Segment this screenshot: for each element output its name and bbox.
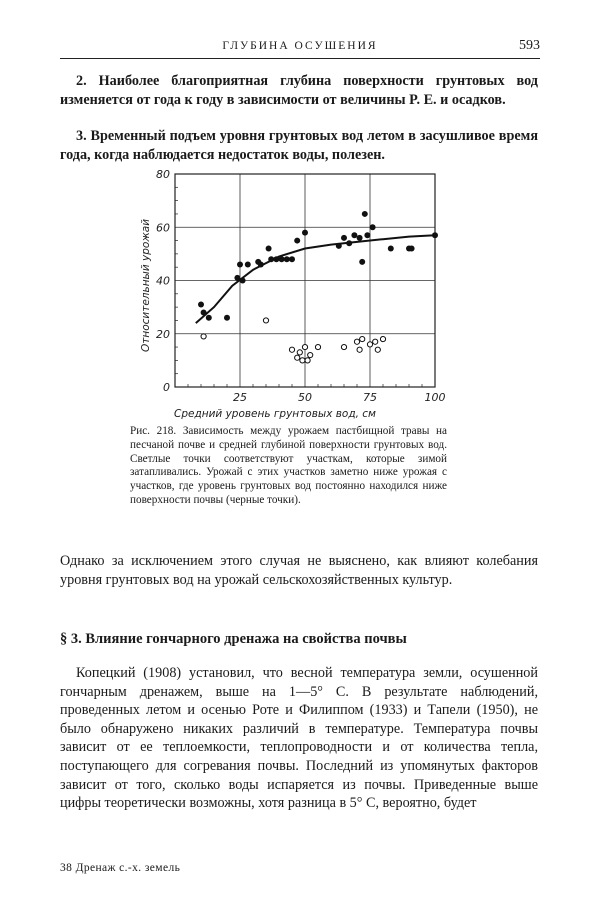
x-tick-label: 100 [424,391,446,404]
data-point-filled [432,232,438,238]
data-point-open [367,342,372,347]
data-point-filled [206,315,212,321]
data-point-open [302,344,307,349]
data-point-open [315,344,320,349]
data-point-open [295,355,300,360]
data-point-filled [351,232,357,238]
y-tick-label: 40 [156,274,170,288]
y-tick-label: 0 [163,381,170,394]
data-point-open [305,358,310,363]
figure-218-chart [120,160,450,425]
footer-signature: 38 Дренаж с.-х. земель [60,862,181,874]
data-point-filled [240,278,246,284]
data-point-open [373,339,378,344]
running-header [60,38,540,59]
data-point-filled [268,256,274,262]
data-point-open [300,358,305,363]
running-title: ГЛУБИНА ОСУШЕНИЯ [222,40,378,52]
page-number: 593 [519,38,540,53]
data-point-open [357,347,362,352]
data-point-open [375,347,380,352]
data-point-open [263,318,268,323]
data-point-open [308,352,313,357]
data-point-filled [357,235,363,241]
data-point-open [341,344,346,349]
data-point-filled [289,256,295,262]
data-point-open [354,339,359,344]
trend-curve [196,235,435,323]
data-point-filled [279,256,285,262]
data-point-filled [362,211,368,217]
x-tick-label: 25 [233,391,247,404]
data-point-open [201,334,206,339]
data-point-filled [273,256,279,262]
y-tick-label: 60 [156,221,170,235]
data-point-filled [409,246,415,252]
data-point-open [297,350,302,355]
data-point-filled [359,259,365,265]
data-point-filled [388,246,394,252]
paragraph-item-2: 2. Наиболее благоприятная глубина поверхности грунтовых вод изменяется от года к году в зависимости от величины P. E. и осадков. [60,73,538,108]
data-point-filled [237,262,243,268]
section-paragraph: Копецкий (1908) установил, что весной температура земли, осушенной гончарным дренажем, выше на 1—5° С. В результате наблюдений, проведенных летом и осенью Роте и Филиппом (1933) и Тапели (1950), не было обнаружено никаких различий в температуре. Температура почвы зависит от ее теплоемкости, теплопроводности и от количества тепла, поступающего для согревания почвы. Последний из упомянутых факторов зависит от того, сколько воды испаряется из почвы. Приведенные выше цифры теоретически возможны, хотя разница в 5° С, вероятно, будет [60,665,538,812]
paragraph-after-figure: Однако за исключением этого случая не выяснено, как влияют колебания уровня грунтовых вод на урожай сельскохозяйственных культур. [60,553,538,588]
figure-caption: Рис. 218. Зависимость между урожаем пастбищной травы на песчаной почве и средней глубиной поверхности грунтовых вод. Светлые точки соответствуют участкам, которые зимой затапливались. Урожай с этих участков заметно ниже урожая с участков, где уровень грунтовых вод постоянно находился ниже поверхности почвы (черные точки). [130,425,447,506]
data-point-open [380,336,385,341]
y-tick-label: 20 [156,327,170,341]
scatter-plot [120,160,450,425]
x-axis-label: Средний уровень грунтовых вод, см [174,408,376,420]
data-point-filled [258,262,264,268]
data-point-filled [245,262,251,268]
x-tick-label: 50 [298,391,312,404]
data-point-filled [370,224,376,230]
x-tick-label: 75 [363,391,377,404]
y-axis-label: Относительный урожай [140,218,152,353]
data-point-filled [341,235,347,241]
section-heading: § 3. Влияние гончарного дренажа на свойства почвы [60,631,407,647]
data-point-filled [266,246,272,252]
paragraph-item-3: 3. Временный подъем уровня грунтовых вод летом в засушливое время года, когда наблюдается недостаток воды, полезен. [60,128,538,163]
data-point-filled [336,243,342,249]
data-point-open [360,336,365,341]
data-point-filled [364,232,370,238]
data-point-filled [224,315,230,321]
data-point-filled [302,230,308,236]
data-point-filled [294,238,300,244]
y-tick-label: 80 [156,168,170,181]
data-point-open [289,347,294,352]
data-point-filled [346,240,352,246]
data-point-filled [284,256,290,262]
data-point-filled [201,309,207,315]
data-point-filled [234,275,240,281]
data-point-filled [198,301,204,307]
